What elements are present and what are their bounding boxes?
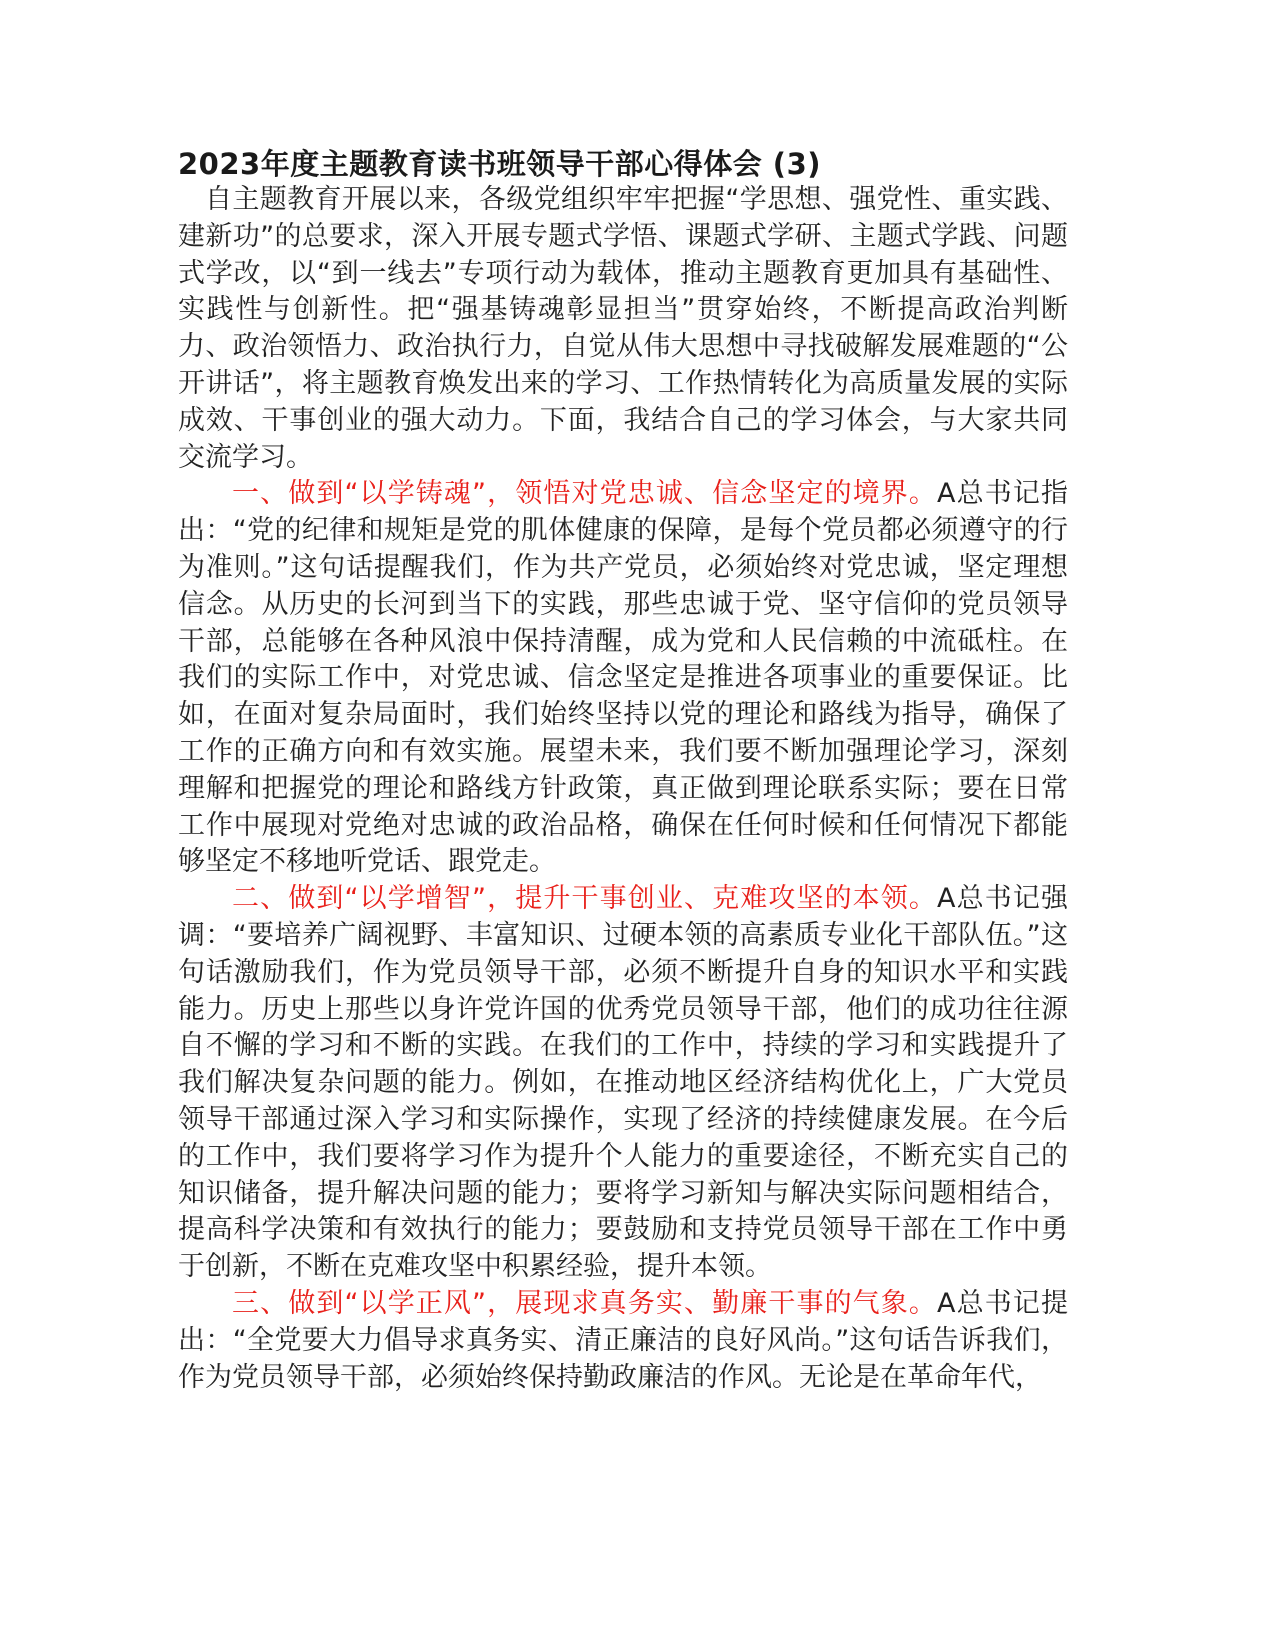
section-body-3: A总书记提出：“全党要大力倡导求真务实、清正廉洁的良好风尚。”这句话告诉我们，作为党员领导干部，必须始终保持勤政廉洁的作风。无论是在革命年代， <box>178 1287 1068 1393</box>
section-paragraph-3 <box>178 1286 1068 1396</box>
intro-paragraph: 自主题教育开展以来，各级党组织牢牢把握“学思想、强党性、重实践、建新功”的总要求，深入开展专题式学悟、课题式学研、主题式学践、问题式学改，以“到一线去”专项行动为载体，推动主题教育更加具有基础性、实践性与创新性。把“强基铸魂彰显担当”贯穿始终，不断提高政治判断力、政治领悟力、政治执行力，自觉从伟大思想中寻找破解发展难题的“公开讲话”，将主题教育焕发出来的学习、工作热情转化为高质量发展的实际成效、干事创业的强大动力。下面，我结合自己的学习体会，与大家共同交流学习。 <box>178 184 1068 473</box>
document-page <box>178 146 1068 1396</box>
section-body-1: A总书记指出：“党的纪律和规矩是党的肌体健康的保障，是每个党员都必须遵守的行为准则。”这句话提醒我们，作为共产党员，必须始终对党忠诚，坚定理想信念。从历史的长河到当下的实践，那些忠诚于党、坚守信仰的党员领导干部，总能够在各种风浪中保持清醒，成为党和人民信赖的中流砥柱。在我们的实际工作中，对党忠诚、信念坚定是推进各项事业的重要保证。比如，在面对复杂局面时，我们始终坚持以党的理论和路线为指导，确保了工作的正确方向和有效实施。展望未来，我们要不断加强理论学习，深刻理解和把握党的理论和路线方针政策，真正做到理论联系实际；要在日常工作中展现对党绝对忠诚的政治品格，确保在任何时候和任何情况下都能够坚定不移地听党话、跟党走。 <box>178 478 1068 878</box>
section-body-2: A总书记强调：“要培养广阔视野、丰富知识、过硬本领的高素质专业化干部队伍。”这句话激励我们，作为党员领导干部，必须不断提升自身的知识水平和实践能力。历史上那些以身许党许国的优秀党员领导干部，他们的成功往往源自不懈的学习和不断的实践。在我们的工作中，持续的学习和实践提升了我们解决复杂问题的能力。例如，在推动地区经济结构优化上，广大党员领导干部通过深入学习和实际操作，实现了经济的持续健康发展。在今后的工作中，我们要将学习作为提升个人能力的重要途径，不断充实自己的知识储备，提升解决问题的能力；要将学习新知与解决实际问题相结合，提高科学决策和有效执行的能力；要鼓励和支持党员领导干部在工作中勇于创新，不断在克难攻坚中积累经验，提升本领。 <box>178 883 1068 1283</box>
section-heading-2: 二、做到“以学增智”，提升干事创业、克难攻坚的本领。 <box>232 883 938 915</box>
section-paragraph-2 <box>178 881 1068 1286</box>
section-heading-3: 三、做到“以学正风”，展现求真务实、勤廉干事的气象。 <box>232 1287 938 1319</box>
section-heading-1: 一、做到“以学铸魂”，领悟对党忠诚、信念坚定的境界。 <box>232 478 938 510</box>
document-title: 2023年度主题教育读书班领导干部心得体会 (3) <box>178 147 821 181</box>
section-paragraph-1 <box>178 476 1068 881</box>
